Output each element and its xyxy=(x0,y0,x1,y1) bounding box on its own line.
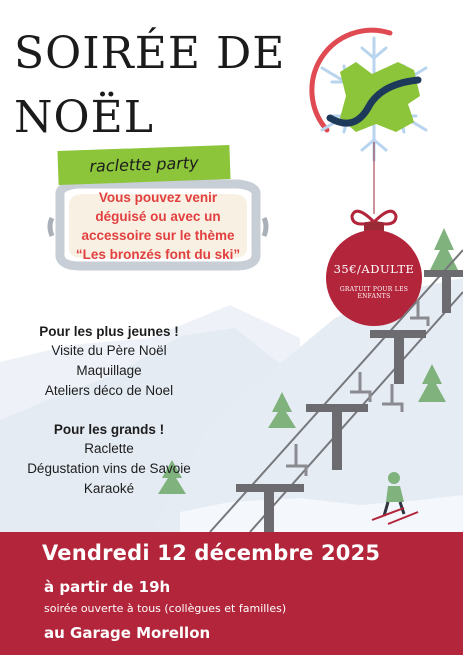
adult-price: 35€/ADULTE xyxy=(333,262,415,276)
dress-code-line: “Les bronzés font du ski” xyxy=(75,247,241,262)
title-line-2: NOËL xyxy=(14,92,154,143)
dress-code-text xyxy=(60,188,256,264)
list-item: Maquillage xyxy=(76,363,142,378)
event-location: au Garage Morellon xyxy=(44,624,211,642)
list-item: Ateliers déco de Noel xyxy=(44,383,174,398)
raclette-tag xyxy=(57,145,230,185)
dress-code-line: Vous pouvez venir xyxy=(98,190,218,205)
list-item: Dégustation vins de Savoie xyxy=(27,461,191,476)
list-item: Raclette xyxy=(84,441,134,456)
event-time: à partir de 19h xyxy=(44,578,171,596)
dress-code-line: accessoire sur le thème xyxy=(81,228,235,243)
logo-emblem-icon xyxy=(312,30,426,160)
adults-heading: Pour les grands ! xyxy=(53,422,165,437)
young-heading: Pour les plus jeunes ! xyxy=(39,324,179,339)
event-audience-note: soirée ouverte à tous (collègues et familles) xyxy=(44,602,287,615)
young-activities xyxy=(4,322,214,401)
event-date: Vendredi 12 décembre 2025 xyxy=(42,541,381,565)
kids-free-note: GRATUIT POUR LES ENFANTS xyxy=(339,286,409,300)
dress-code-line: déguisé ou avec un xyxy=(95,209,221,224)
adult-activities xyxy=(4,420,214,499)
title-line-1: SOIRÉE DE xyxy=(14,28,286,79)
raclette-tag-label: raclette party xyxy=(89,153,199,176)
list-item: Visite du Père Noël xyxy=(51,343,167,358)
list-item: Karaoké xyxy=(83,481,135,496)
